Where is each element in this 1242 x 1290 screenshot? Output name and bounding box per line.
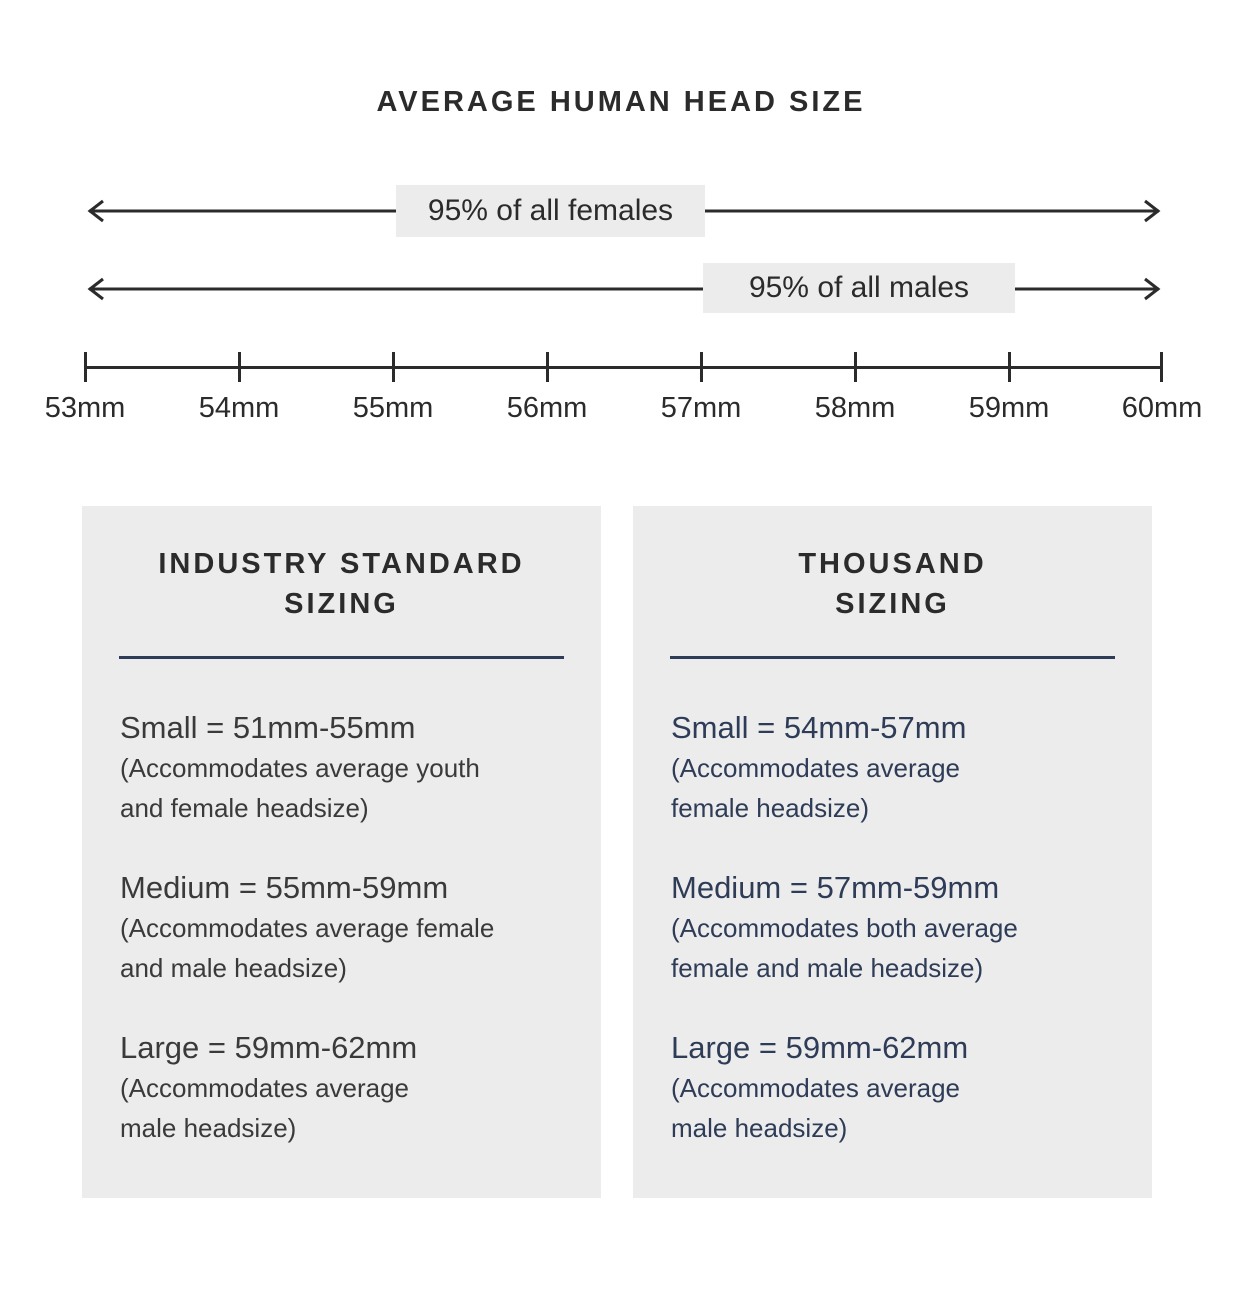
size-entry-desc-line2: female and male headsize)	[671, 953, 984, 983]
size-entry-desc-line1: (Accommodates average female	[120, 913, 495, 943]
size-entry-desc-line2: male headsize)	[671, 1113, 848, 1143]
ruler-axis-line	[85, 366, 1163, 369]
ruler-tick	[238, 352, 241, 382]
size-entry-small	[671, 707, 1132, 828]
panel-title	[643, 544, 1142, 624]
ruler-tick-label: 58mm	[814, 392, 896, 424]
panel-title-line1: INDUSTRY STANDARD	[158, 548, 525, 580]
ruler-tick-label: 55mm	[352, 392, 434, 424]
size-entry-desc-line1: (Accommodates average	[671, 753, 961, 783]
ruler-tick-label: 53mm	[44, 392, 126, 424]
size-entry-medium	[671, 867, 1132, 988]
size-entry-range: Large = 59mm-62mm	[120, 1030, 418, 1065]
males-range-label-text: 95% of all males	[748, 271, 970, 304]
size-entry-range: Medium = 57mm-59mm	[671, 870, 1000, 905]
females-range-label-text: 95% of all females	[427, 194, 674, 227]
panel-divider	[670, 656, 1115, 659]
panel-title-line2: SIZING	[835, 588, 950, 620]
size-entry-desc-line2: and female headsize)	[120, 793, 369, 823]
panel-title	[92, 544, 591, 624]
ruler-tick	[700, 352, 703, 382]
ruler-tick-label: 56mm	[506, 392, 588, 424]
page-title: AVERAGE HUMAN HEAD SIZE	[376, 86, 866, 118]
panel-title-line2: SIZING	[284, 588, 399, 620]
size-entry-desc-line2: male headsize)	[120, 1113, 297, 1143]
size-entry-range: Medium = 55mm-59mm	[120, 870, 449, 905]
thousand-sizing-panel	[633, 506, 1152, 1198]
panel-title-line1: THOUSAND	[798, 548, 987, 580]
size-entry-large	[120, 1027, 581, 1148]
males-range-label	[703, 263, 1015, 313]
size-entry-desc-line1: (Accommodates average youth	[120, 753, 480, 783]
ruler-tick-label: 60mm	[1121, 392, 1203, 424]
ruler-tick-label: 54mm	[198, 392, 280, 424]
panel-divider	[119, 656, 564, 659]
ruler-tick	[84, 352, 87, 382]
industry-standard-sizing-panel	[82, 506, 601, 1198]
size-entry-desc-line2: and male headsize)	[120, 953, 347, 983]
ruler-tick	[1160, 352, 1163, 382]
size-entry-desc-line2: female headsize)	[671, 793, 869, 823]
size-entry-large	[671, 1027, 1132, 1148]
size-entry-desc-line1: (Accommodates average	[671, 1073, 961, 1103]
ruler-tick	[546, 352, 549, 382]
ruler-tick	[854, 352, 857, 382]
females-range-label	[396, 185, 705, 237]
size-entry-range: Large = 59mm-62mm	[671, 1030, 969, 1065]
ruler-tick	[392, 352, 395, 382]
size-entry-desc-line1: (Accommodates both average	[671, 913, 1018, 943]
size-entry-desc-line1: (Accommodates average	[120, 1073, 410, 1103]
ruler-tick-label: 59mm	[968, 392, 1050, 424]
size-entry-small	[120, 707, 581, 828]
size-entry-range: Small = 51mm-55mm	[120, 710, 416, 745]
ruler-tick-label: 57mm	[660, 392, 742, 424]
size-entry-medium	[120, 867, 581, 988]
ruler-tick	[1008, 352, 1011, 382]
size-entry-range: Small = 54mm-57mm	[671, 710, 967, 745]
